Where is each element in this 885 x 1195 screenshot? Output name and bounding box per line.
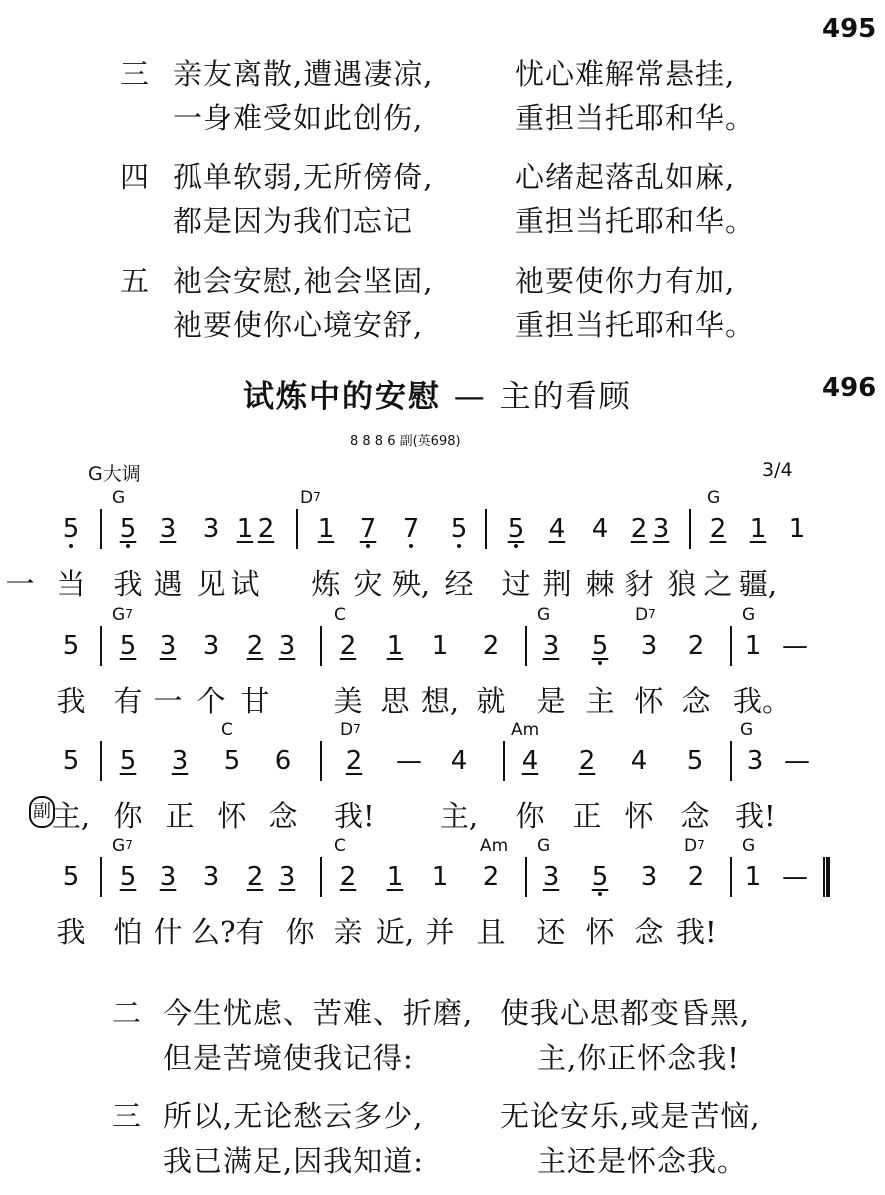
note: 5 (51, 515, 91, 543)
barline (320, 857, 322, 897)
verse-line: 祂要使你力有加, (515, 264, 736, 298)
octave-low-dot (409, 544, 413, 548)
barline (320, 741, 322, 781)
note: 2 (339, 631, 357, 661)
note: 2 (246, 862, 264, 892)
chord-symbol (112, 605, 133, 625)
verse-number: 四 (120, 160, 151, 194)
lyric-syllable: 正 (165, 799, 195, 833)
chord-name: D (300, 488, 314, 508)
octave-low-dot (598, 892, 602, 896)
lyric-syllable: 我 (56, 915, 86, 949)
lyric-syllable: 正 (572, 799, 602, 833)
note: 5 (580, 632, 620, 660)
lyric-syllable: 你 (515, 799, 545, 833)
final-barline (823, 857, 830, 897)
chord-symbol (742, 605, 755, 625)
chord-extension: 7 (697, 838, 705, 852)
verse-line: 无论安乐,或是苦恼, (500, 1099, 761, 1133)
chord-name: G (742, 836, 756, 856)
lyric-syllable: 甘 (240, 684, 270, 718)
verse-line: 忧心难解常悬挂, (515, 57, 736, 91)
verse-line: 但是苦境使我记得: (163, 1041, 414, 1075)
note: 3 (542, 862, 560, 892)
verse-number: 三 (120, 57, 151, 91)
note: 1 (431, 631, 449, 661)
barline (525, 857, 527, 897)
verse-number: 五 (120, 264, 151, 298)
chord-symbol (511, 720, 539, 740)
note: 4 (548, 514, 566, 544)
chord-name: G (740, 720, 754, 740)
note: 3 (542, 631, 560, 661)
note: 1 (386, 862, 404, 892)
note: 5 (119, 631, 137, 661)
lyric-syllable: 亲 (333, 915, 363, 949)
chord-symbol (537, 605, 550, 625)
note: 2 (482, 631, 500, 661)
verse-line: 心绪起落乱如麻, (515, 160, 736, 194)
hymn-meter: 8 8 8 6 副(英698) (350, 434, 461, 449)
note: 3 (202, 514, 220, 544)
note: 2 (709, 514, 727, 544)
lyric-syllable: 怀 (585, 915, 615, 949)
barline (485, 509, 487, 549)
barline (296, 509, 298, 549)
lyric-syllable: 且 (476, 915, 506, 949)
chord-name: G (742, 605, 756, 625)
chord-name: Am (511, 720, 540, 740)
verse-line: 使我心思都变昏黑, (500, 996, 751, 1030)
lyric-syllable: 狼 (667, 567, 697, 601)
note: 1 (744, 862, 762, 892)
lyric-syllable: 怀 (217, 799, 247, 833)
time-signature: 3/4 (762, 459, 793, 481)
chord-name: D (635, 605, 649, 625)
verse-line: 孤单软弱,无所傍倚, (173, 160, 434, 194)
note: 2 (482, 862, 500, 892)
verse-number: 二 (112, 996, 143, 1030)
lyric-syllable: 我。 (733, 684, 792, 718)
note: 2 (339, 862, 357, 892)
verse-line: 主,你正怀念我! (537, 1041, 740, 1075)
lyric-syllable: 主 (585, 684, 615, 718)
chord-name: D (684, 836, 698, 856)
chord-name: G (112, 488, 126, 508)
hold-dash: — (782, 862, 808, 892)
lyric-syllable: 我 (56, 684, 86, 718)
chord-extension: 7 (313, 490, 321, 504)
note: 4 (521, 746, 539, 776)
hymn-title-sub: 主的看顾 (499, 379, 632, 415)
note: 1 (386, 631, 404, 661)
lyric-syllable: 怀 (634, 684, 664, 718)
chord-name: G (707, 488, 721, 508)
lyric-syllable: 试 (230, 567, 260, 601)
note: 1 (431, 862, 449, 892)
note: 3 (202, 631, 220, 661)
note: 4 (591, 514, 609, 544)
note: 3 (159, 862, 177, 892)
chord-name: C (334, 605, 346, 625)
note: 1 (236, 514, 254, 544)
hymn-title-main: 试炼中的安慰 (243, 379, 441, 415)
chord-symbol (740, 720, 753, 740)
hold-dash: — (782, 631, 808, 661)
chord-name: G (537, 605, 551, 625)
note: 5 (62, 746, 80, 776)
lyric-syllable: 想, (420, 684, 460, 718)
note: 5 (119, 746, 137, 776)
note: 2 (345, 746, 363, 776)
lyric-syllable: 你 (113, 799, 143, 833)
lyric-syllable: 是 (536, 684, 566, 718)
refrain-marker: 副 (29, 796, 55, 828)
note: 5 (223, 746, 241, 776)
lyric-syllable: 炼 (311, 567, 341, 601)
chord-extension: 7 (648, 607, 656, 621)
octave-low-dot (126, 544, 130, 548)
note: 3 (640, 631, 658, 661)
note: 5 (108, 515, 148, 543)
lyric-syllable: 主, (51, 799, 91, 833)
verse-line: 所以,无论愁云多少, (163, 1099, 424, 1133)
note: 3 (652, 514, 670, 544)
chord-name: C (221, 720, 233, 740)
hymn-title (243, 371, 632, 416)
octave-low-dot (457, 544, 461, 548)
chord-extension: 7 (125, 838, 133, 852)
chord-symbol (112, 488, 125, 508)
chord-symbol (112, 836, 133, 856)
lyric-syllable: 思 (380, 684, 410, 718)
chord-name: Am (480, 836, 509, 856)
hymn-title-dash: — (453, 379, 487, 415)
lyric-syllable: 你 (285, 915, 315, 949)
verse-line: 一身难受如此创伤, (173, 101, 424, 135)
lyric-syllable: 一 (153, 684, 183, 718)
lyric-syllable: 怕 (113, 915, 143, 949)
chord-symbol (684, 836, 705, 856)
barline (730, 626, 732, 666)
chord-symbol (221, 720, 233, 740)
barline (100, 857, 102, 897)
note: 4 (630, 746, 648, 776)
lyric-syllable: 我! (676, 915, 717, 949)
lyric-syllable: 美 (333, 684, 363, 718)
chord-name: D (340, 720, 354, 740)
note: 5 (439, 515, 479, 543)
barline (525, 626, 527, 666)
note: 5 (119, 862, 137, 892)
chord-symbol (334, 836, 346, 856)
octave-low-dot (366, 544, 370, 548)
lyric-syllable: 我! (334, 799, 375, 833)
lyric-syllable: 遇 (153, 567, 183, 601)
lyric-syllable: 就 (476, 684, 506, 718)
verse-line: 祂会安慰,祂会坚固, (173, 264, 434, 298)
note: 5 (62, 631, 80, 661)
verse-number: 三 (112, 1099, 143, 1133)
lyric-syllable: 有 (113, 684, 143, 718)
lyric-syllable: 豺 (624, 567, 654, 601)
note: 1 (744, 631, 762, 661)
barline (100, 741, 102, 781)
verse-line: 重担当托耶和华。 (515, 308, 756, 342)
barline (730, 857, 732, 897)
verse-line: 亲友离散,遭遇凄凉, (173, 57, 434, 91)
barline (100, 509, 102, 549)
lyric-syllable: 荆 (542, 567, 572, 601)
chord-name: G (112, 836, 126, 856)
note: 3 (171, 746, 189, 776)
lyric-syllable: 殃, (391, 567, 431, 601)
verse-line: 我已满足,因我知道: (163, 1144, 424, 1178)
chord-symbol (300, 488, 321, 508)
chord-name: C (334, 836, 346, 856)
lyric-syllable: 近, (375, 915, 415, 949)
note: 4 (450, 746, 468, 776)
note: 1 (788, 514, 806, 544)
hold-dash: — (784, 746, 810, 776)
lyric-syllable: 还 (536, 915, 566, 949)
chord-symbol (334, 605, 346, 625)
lyric-syllable: 疆, (738, 567, 778, 601)
chord-extension: 7 (353, 722, 361, 736)
chord-name: G (112, 605, 126, 625)
barline (503, 741, 505, 781)
lyric-syllable: 灾 (353, 567, 383, 601)
barline (730, 741, 732, 781)
note: 1 (749, 514, 767, 544)
lyric-syllable: 一 (5, 567, 35, 601)
verse-line: 重担当托耶和华。 (515, 204, 756, 238)
chord-name: G (537, 836, 551, 856)
note: 3 (746, 746, 764, 776)
hymn-number: 496 (822, 373, 877, 403)
verse-line: 祂要使你心境安舒, (173, 308, 424, 342)
chord-symbol (340, 720, 361, 740)
lyric-syllable: 什 (153, 915, 183, 949)
lyric-syllable: 念 (681, 684, 711, 718)
note: 5 (580, 863, 620, 891)
verse-line: 主还是怀念我。 (537, 1144, 748, 1178)
note: 5 (686, 746, 704, 776)
note: 2 (687, 631, 705, 661)
chord-symbol (635, 605, 656, 625)
lyric-syllable: 个 (196, 684, 226, 718)
note: 2 (257, 514, 275, 544)
note: 5 (62, 862, 80, 892)
chord-symbol (537, 836, 550, 856)
lyric-syllable: 之 (703, 567, 733, 601)
note: 1 (317, 514, 335, 544)
note: 3 (202, 862, 220, 892)
chord-symbol (742, 836, 755, 856)
octave-low-dot (598, 661, 602, 665)
verse-line: 今生忧虑、苦难、折磨, (163, 996, 474, 1030)
note: 5 (496, 515, 536, 543)
lyric-syllable: 我 (113, 567, 143, 601)
verse-line: 都是因为我们忘记 (173, 204, 414, 238)
note: 7 (391, 515, 431, 543)
lyric-syllable: 并 (425, 915, 455, 949)
verse-line: 重担当托耶和华。 (515, 101, 756, 135)
note: 3 (159, 631, 177, 661)
lyric-syllable: 过 (501, 567, 531, 601)
note: 2 (578, 746, 596, 776)
lyric-syllable: 当 (56, 567, 86, 601)
chord-symbol (480, 836, 508, 856)
lyric-syllable: 见 (196, 567, 226, 601)
key-signature: G大调 (88, 463, 141, 485)
note: 3 (278, 862, 296, 892)
lyric-syllable: 念 (680, 799, 710, 833)
note: 6 (274, 746, 292, 776)
chord-symbol (707, 488, 720, 508)
lyric-syllable: 念 (268, 799, 298, 833)
note: 3 (640, 862, 658, 892)
note: 3 (278, 631, 296, 661)
lyric-syllable: 主, (439, 799, 479, 833)
note: 2 (687, 862, 705, 892)
hold-dash: — (396, 746, 422, 776)
lyric-syllable: 怀 (624, 799, 654, 833)
barline (100, 626, 102, 666)
barline (689, 509, 691, 549)
lyric-syllable: 经 (444, 567, 474, 601)
lyric-syllable: 棘 (585, 567, 615, 601)
chord-extension: 7 (125, 607, 133, 621)
lyric-syllable: 我! (735, 799, 776, 833)
page-number-prev: 495 (822, 14, 877, 44)
octave-low-dot (69, 544, 73, 548)
lyric-syllable: 念 (634, 915, 664, 949)
lyric-syllable: 么?有 (191, 915, 265, 949)
note: 2 (246, 631, 264, 661)
note: 3 (159, 514, 177, 544)
barline (320, 626, 322, 666)
note: 7 (348, 515, 388, 543)
octave-low-dot (514, 544, 518, 548)
note: 2 (630, 514, 648, 544)
